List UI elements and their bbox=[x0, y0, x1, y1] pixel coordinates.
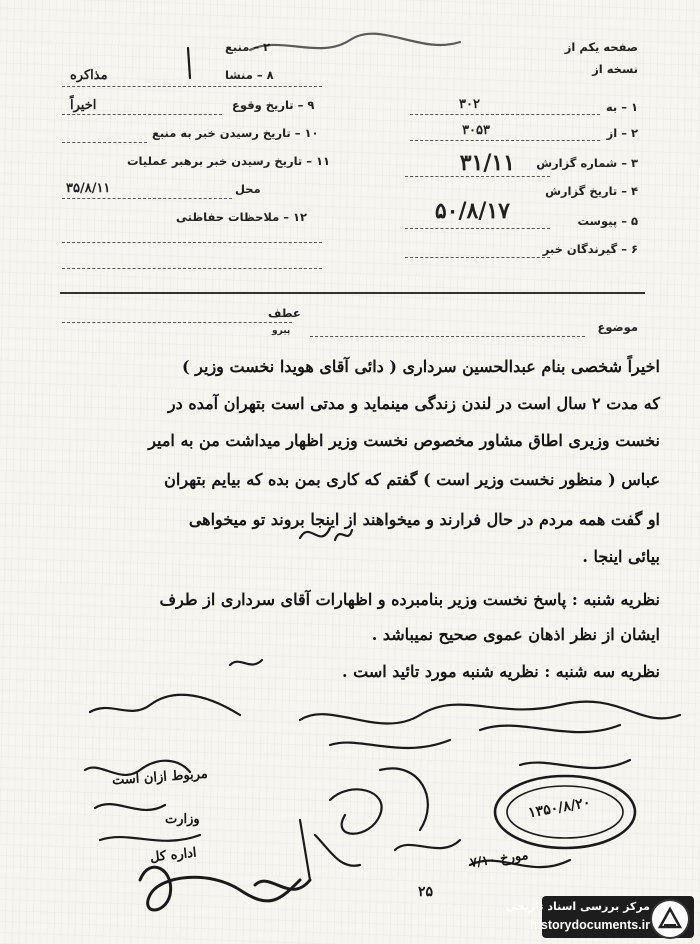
handwritten-note-3: وزارت bbox=[165, 812, 200, 827]
place-label: ۸ – منشا bbox=[225, 68, 274, 82]
notes-label: ۱۲ – ملاحظات حفاظتی bbox=[176, 210, 308, 224]
handwritten-note-2: مربوط ازان است bbox=[111, 766, 209, 789]
body-line-8: ایشان از نظر اذهان عموی صحیح نمیباشد . bbox=[371, 625, 660, 644]
body-line-2: که مدت ۲ سال است در لندن زندگی مینماید و مدتی است بتهران آمده در bbox=[167, 394, 660, 413]
recipients-label: ۶ – گیرندگان خبر bbox=[542, 242, 638, 256]
body-line-1: اخیراً شخصی بنام عبدالحسین سرداری ( دائی آقای هویدا نخست وزیر ) bbox=[182, 357, 660, 376]
body-line-5: او گفت همه مردم در حال فرارند و میخواهند از اینجا بروند تو میخواهی bbox=[188, 510, 660, 529]
logo-emblem-icon bbox=[650, 899, 690, 939]
source-value-2: اخیراً bbox=[70, 98, 97, 113]
field1-value: ۳۰۲ bbox=[459, 97, 480, 112]
report-no-value: ۳۱/۱۱ bbox=[459, 150, 515, 176]
page-label: صفحه یکم از bbox=[564, 40, 638, 54]
attachment-label: ۵ – پیوست bbox=[577, 214, 638, 228]
body-line-6: بیائی اینجا . bbox=[582, 547, 660, 566]
date-ops-value: ۳۵/۸/۱۱ bbox=[66, 181, 111, 196]
stamp-date: ۱۳۵۰/۸/۲۰ bbox=[527, 794, 592, 822]
body-line-9: نظریه سه شنبه : نظریه شنبه مورد تائید است . bbox=[341, 662, 660, 681]
date-received-ops-label: ۱۱ – تاریخ رسیدن خبر برهبر عملیات bbox=[127, 154, 331, 168]
source-label: ۲ – منبع bbox=[225, 40, 271, 54]
side-label-1: عطف bbox=[268, 306, 301, 320]
source-value: مذاکره bbox=[70, 68, 108, 83]
handwritten-note-1: مورخ ۷/۱۰ bbox=[469, 847, 530, 872]
date-received-source-label: ۱۰ – تاریخ رسیدن خبر به منبع bbox=[152, 126, 319, 140]
report-date-label: ۴ – تاریخ گزارش bbox=[545, 184, 638, 198]
subject-label: موضوع bbox=[597, 320, 638, 334]
report-no-label: ۳ – شماره گزارش bbox=[536, 156, 638, 170]
field1-label: ۱ – به bbox=[605, 100, 638, 114]
body-line-4: عباس ( منظور نخست وزیر است ) گفتم که کاری بمن بده که بیایم بتهران bbox=[164, 470, 660, 489]
location-label: محل bbox=[235, 182, 261, 196]
sender-number-label: نسخه از bbox=[592, 62, 638, 76]
field2-value: ۳۰۵۳ bbox=[462, 123, 490, 138]
stamp-number: ۲۵ bbox=[418, 884, 434, 900]
side-label-2: پیرو bbox=[272, 326, 291, 336]
body-line-3: نخست وزیری اطاق مشاور مخصوص نخست وزیر اظهار میداشت من به امیر bbox=[148, 431, 660, 450]
logo-url: historydocuments.ir bbox=[529, 918, 650, 932]
handwritten-note-4: اداره کل bbox=[149, 845, 198, 866]
watermark-logo bbox=[505, 896, 694, 938]
logo-title: مرکز بررسی اسناد تاریخی bbox=[505, 900, 650, 913]
date-occurred-label: ۹ – تاریخ وقوع bbox=[232, 98, 315, 112]
field2-label: ۲ – از bbox=[606, 126, 638, 140]
report-date-value: ۵۰/۸/۱۷ bbox=[434, 198, 510, 224]
body-line-7: نظریه شنبه : پاسخ نخست وزیر بنامبرده و اظهارات آقای سرداری از طرف bbox=[159, 590, 660, 609]
